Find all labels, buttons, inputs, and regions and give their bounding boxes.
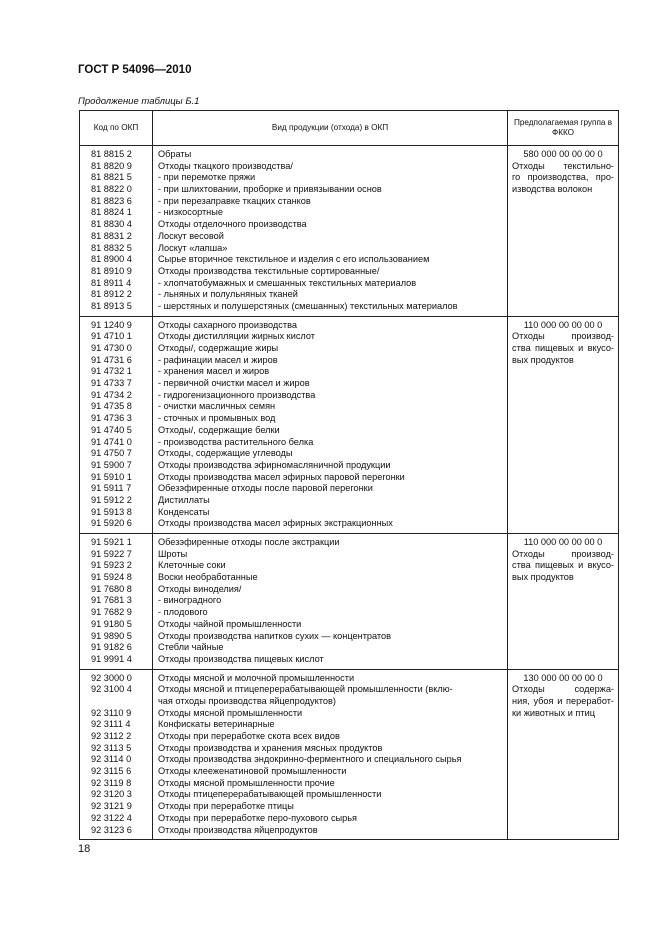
fkko-group-code: 130 000 00 00 00 0 (523, 672, 603, 683)
okp-code: 91 7682 9 (91, 607, 132, 618)
okp-code: 91 5924 8 (91, 572, 132, 583)
okp-code: 91 4730 0 (91, 343, 132, 353)
product-name: Отходы/, содержащие белки (158, 424, 280, 435)
fkko-group-code: 110 000 00 00 00 0 (523, 319, 603, 330)
product-name: Конфискаты ветеринарные (158, 719, 275, 730)
product-name: Отходы производства пищевых кислот (158, 653, 324, 664)
okp-code: 91 5911 7 (91, 483, 132, 494)
product-name: Стебли чайные (158, 642, 224, 653)
fkko-group-text: го производства, про- (512, 172, 614, 183)
okp-code: 92 3110 9 (91, 707, 132, 718)
product-name: Отходы птицеперерабатывающей промышленности (158, 789, 382, 800)
okp-code: 92 3112 2 (91, 731, 132, 741)
okp-code: 92 3121 9 (91, 801, 132, 812)
document-standard: ГОСТ Р 54096—2010 (78, 64, 192, 76)
table-row (80, 316, 619, 533)
product-name: Лоскут весовой (158, 230, 224, 241)
fkko-group-text: ства пищевых и вкусо- (512, 343, 614, 353)
okp-code: 91 4733 7 (91, 378, 132, 389)
product-name: Отходы мясной промышленности (158, 707, 303, 718)
okp-code: 81 8900 4 (91, 254, 132, 265)
product-name: - при перемотке пряжи (158, 172, 256, 183)
product-name: - шерстяных и полушерстяных (смешанных) текстильных материалов (158, 300, 458, 311)
fkko-group-cell (508, 316, 619, 533)
okp-code: 81 8821 5 (91, 172, 132, 183)
okp-code (80, 696, 152, 708)
product-name: Отходы дистилляции жирных кислот (158, 331, 316, 342)
product-name: - рафинации масел и жиров (158, 354, 278, 365)
product-name: Отходы, содержащие углеводы (158, 448, 293, 459)
okp-code: 91 1240 9 (91, 319, 132, 330)
fkko-group-cell (508, 534, 619, 670)
product-name: Отходы производства масел эфирных экстракционных (158, 518, 393, 529)
okp-code: 92 3119 8 (91, 777, 132, 788)
okp-code: 91 5922 7 (91, 548, 132, 559)
okp-code: 91 4731 6 (91, 354, 132, 365)
okp-code: 91 5912 2 (91, 494, 132, 505)
okp-code: 91 4740 5 (91, 424, 132, 435)
okp-code: 91 5921 1 (91, 537, 132, 547)
okp-code: 92 3113 5 (91, 742, 132, 753)
okp-code: 91 7681 3 (91, 595, 132, 606)
product-name: - производства растительного белка (158, 436, 314, 447)
okp-code: 81 8912 2 (91, 289, 132, 300)
okp-code: 81 8913 5 (91, 300, 132, 311)
okp-code: 81 8824 1 (91, 207, 132, 218)
fkko-group-text: ства пищевых и вкусо- (512, 560, 614, 571)
product-name: - хлопчатобумажных и смешанных текстильных материалов (158, 277, 417, 288)
okp-code: 81 8823 6 (91, 195, 132, 206)
okp-code: 92 3122 4 (91, 812, 132, 823)
fkko-group-text: Отходы производ- (512, 331, 614, 342)
okp-code: 91 9180 5 (91, 618, 132, 629)
product-name: - льняных и полульняных тканей (158, 289, 298, 300)
product-name: Отходы отделочного производства (158, 219, 307, 230)
product-name: Отходы производства напитков сухих — концентратов (158, 630, 392, 641)
product-name: Отходы производства эндокринно-ферментного и специального сырья (158, 754, 462, 765)
product-name: Отходы мясной промышленности прочие (158, 777, 335, 788)
okp-code: 81 8830 4 (91, 219, 132, 230)
product-name: Отходы мясной и птицеперерабатывающей промышленности (вклю- (158, 684, 453, 695)
okp-code-cell (80, 534, 153, 670)
product-name: Обраты (158, 149, 192, 159)
fkko-group-text: вых продуктов (512, 354, 574, 365)
okp-code: 92 3123 6 (91, 824, 132, 835)
product-name: Отходы производства яйцепродуктов (158, 824, 318, 835)
product-name: - при перезаправке ткацких станков (158, 195, 311, 206)
fkko-group-text: вых продуктов (512, 572, 574, 583)
page-number: 18 (78, 843, 91, 855)
product-name: Отходы чайной промышленности (158, 618, 302, 629)
okp-code: 91 4741 0 (91, 436, 132, 447)
product-name-cell (153, 669, 508, 840)
fkko-group-code: 110 000 00 00 00 0 (523, 537, 603, 547)
table-row (80, 669, 619, 840)
fkko-group-text: ния, убоя и переработ- (512, 695, 614, 706)
okp-code: 91 4710 1 (91, 331, 132, 342)
fkko-group-cell (508, 669, 619, 840)
okp-code-cell (80, 316, 153, 533)
product-name-cell (153, 146, 508, 317)
product-name: Отходы/, содержащие жиры (158, 343, 279, 353)
product-name: Клеточные соки (158, 560, 226, 571)
okp-code: 91 4734 2 (91, 389, 132, 400)
product-name-cell (153, 316, 508, 533)
product-name: Отходы производства эфирномасляничной продукции (158, 459, 391, 470)
okp-code: 91 5900 7 (91, 459, 132, 470)
product-name: - виноградного (158, 595, 222, 606)
okp-code: 91 5920 6 (91, 518, 132, 529)
okp-code: 92 3114 0 (91, 754, 132, 765)
product-name: Дистиллаты (158, 494, 210, 505)
product-name: Конденсаты (158, 506, 210, 517)
okp-code: 91 4750 7 (91, 448, 132, 459)
product-name: Лоскут «лапша» (158, 242, 228, 253)
header-group: Предполагаемая группа в ФККО (508, 111, 619, 146)
product-name: Сырье вторичное текстильное и изделия с его использованием (158, 254, 430, 265)
okp-code: 81 8831 2 (91, 230, 132, 241)
fkko-group-text: изводства волокон (512, 184, 593, 195)
product-name: Отходы ткацкого производства/ (158, 160, 293, 171)
product-name: чая отходы производства яйцепродуктов) (158, 695, 336, 706)
okp-code: 92 3111 4 (91, 719, 131, 730)
product-name: - низкосортные (158, 207, 223, 218)
okp-code: 92 3100 4 (91, 684, 132, 695)
okp-code: 81 8820 9 (91, 160, 132, 171)
fkko-group-text: Отходы производ- (512, 548, 614, 559)
product-name: - первичной очистки масел и жиров (158, 378, 310, 389)
product-name: - при шлихтовании, проборке и привязывании основ (158, 184, 382, 195)
okp-code: 91 5923 2 (91, 560, 132, 571)
product-name: Отходы производства масел эфирных паровой перегонки (158, 471, 405, 482)
product-name: Обезэфиренные отходы после паровой перегонки (158, 483, 373, 494)
okp-code: 81 8911 4 (91, 277, 132, 288)
okp-code-cell (80, 669, 153, 840)
product-name: Отходы производства и хранения мясных продуктов (158, 742, 383, 753)
okp-code: 91 5910 1 (91, 471, 132, 482)
okp-code: 81 8910 9 (91, 265, 132, 276)
okp-code: 91 4732 1 (91, 366, 132, 377)
okp-code: 91 9991 4 (91, 653, 132, 664)
header-name: Вид продукции (отхода) в ОКП (153, 111, 508, 146)
product-name-cell (153, 534, 508, 670)
okp-code: 92 3115 6 (91, 766, 132, 777)
okp-code: 81 8815 2 (91, 149, 132, 159)
header-code: Код по ОКП (80, 111, 153, 146)
okp-code: 91 4735 8 (91, 401, 132, 412)
product-name: Отходы сахарного производства (158, 319, 297, 330)
product-name: Отходы мясной и молочной промышленности (158, 672, 355, 683)
table-header-row (80, 111, 619, 146)
product-name: - хранения масел и жиров (158, 366, 270, 377)
product-name: Отходы виноделия/ (158, 583, 242, 594)
okp-code: 91 4736 3 (91, 413, 132, 424)
product-name: Отходы при переработке птицы (158, 801, 294, 812)
waste-classification-table (79, 110, 619, 840)
table-continuation-caption: Продолжение таблицы Б.1 (78, 96, 200, 107)
fkko-group-text: Отходы текстильно- (512, 160, 614, 171)
product-name: - плодового (158, 607, 208, 618)
product-name: Воски необработанные (158, 572, 258, 583)
okp-code: 81 8822 0 (91, 184, 132, 195)
fkko-group-text: ки животных и птиц (512, 707, 595, 718)
fkko-group-code: 580 000 00 00 00 0 (523, 149, 603, 159)
product-name: Отходы при переработке скота всех видов (158, 731, 340, 741)
table-row (80, 534, 619, 670)
okp-code: 91 9182 6 (91, 642, 132, 653)
product-name: - гидрогенизационного производства (158, 389, 316, 400)
product-name: Обезэфиренные отходы после экстракции (158, 537, 340, 547)
okp-code: 91 9890 5 (91, 630, 132, 641)
product-name: Отходы производства текстильные сортированные/ (158, 265, 380, 276)
product-name: - очистки масличных семян (158, 401, 276, 412)
okp-code: 92 3000 0 (91, 672, 132, 683)
okp-code: 92 3120 3 (91, 789, 132, 800)
product-name: Отходы клееженатиновой промышленности (158, 766, 347, 777)
okp-code: 91 5913 8 (91, 506, 132, 517)
okp-code: 81 8832 5 (91, 242, 132, 253)
product-name: Шроты (158, 548, 188, 559)
okp-code: 91 7680 8 (91, 583, 132, 594)
table-row (80, 146, 619, 317)
fkko-group-text: Отходы содержа- (512, 684, 614, 695)
fkko-group-cell (508, 146, 619, 317)
product-name: Отходы при переработке перо-пухового сырья (158, 812, 358, 823)
product-name: - сточных и промывных вод (158, 413, 276, 424)
okp-code-cell (80, 146, 153, 317)
